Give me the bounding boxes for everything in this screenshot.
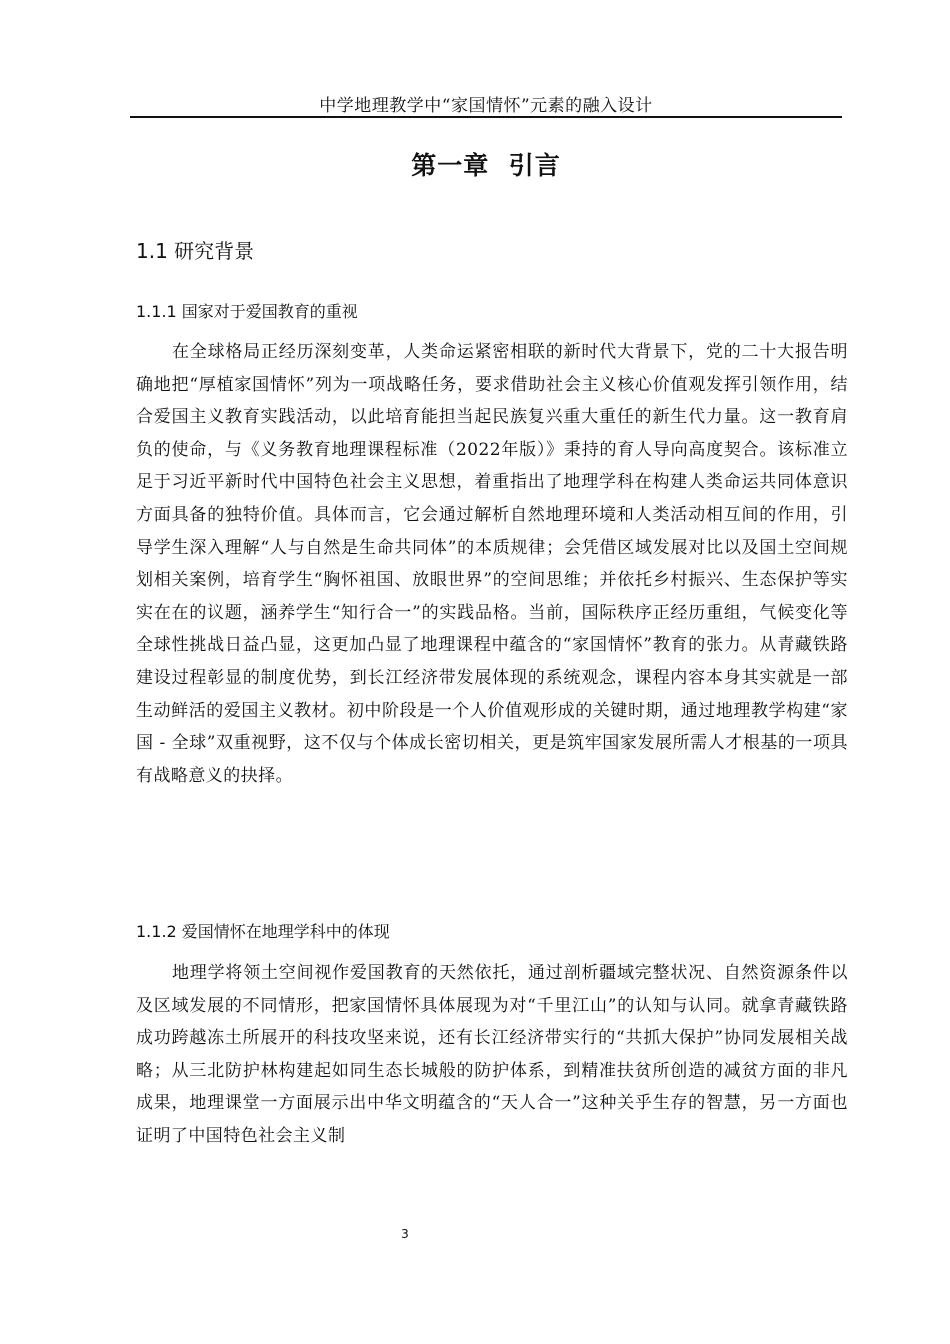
header-rule — [130, 116, 842, 118]
subsection-heading: 1.1.2 爱国情怀在地理学科中的体现 — [136, 922, 390, 941]
page-number: 3 — [401, 1227, 409, 1241]
body-paragraph: 在全球格局正经历深刻变革，人类命运紧密相联的新时代大背景下，党的二十大报告明确地把“厚植家国情怀”列为一项战略任务，要求借助社会主义核心价值观发挥引领作用，结合爱国主义教育实践活动，以此培育能担当起民族复兴重大重任的新生代力量。这一教育肩负的使命，与《义务教育地理课程标准（2022年版）》秉持的育人导向高度契合。该标准立足于习近平新时代中国特色社会主义思想，着重指出了地理学科在构建人类命运共同体意识方面具备的独特价值。具体而言，它会通过解析自然地理环境和人类活动相互间的作用，引导学生深入理解“人与自然是生命共同体”的本质规律；会凭借区域发展对比以及国土空间规划相关案例，培育学生“胸怀祖国、放眼世界”的空间思维；并依托乡村振兴、生态保护等实实在在的议题，涵养学生“知行合一”的实践品格。当前，国际秩序正经历重组，气候变化等全球性挑战日益凸显，这更加凸显了地理课程中蕴含的“家国情怀”教育的张力。从青藏铁路建设过程彰显的制度优势，到长江经济带发展体现的系统观念，课程内容本身其实就是一部生动鲜活的爱国主义教材。初中阶段是一个人价值观形成的关键时期，通过地理教学构建“家国 - 全球”双重视野，这不仅与个体成长密切相关，更是筑牢国家发展所需人才根基的一项具有战略意义的抉择。 — [136, 342, 848, 786]
running-header: 中学地理教学中“家国情怀”元素的融入设计 — [319, 96, 653, 116]
subsection-heading: 1.1.1 国家对于爱国教育的重视 — [136, 302, 358, 321]
body-paragraph: 地理学将领土空间视作爱国教育的天然依托，通过剖析疆域完整状况、自然资源条件以及区域发展的不同情形，把家国情怀具体展现为对“千里江山”的认知与认同。就拿青藏铁路成功跨越冻土所展开的科技攻坚来说，还有长江经济带实行的“共抓大保护”协同发展相关战略；从三北防护林构建起如同生态长城般的防护体系，到精准扶贫所创造的减贫方面的非凡成果，地理课堂一方面展示出中华文明蕴含的“天人合一”这种关乎生存的智慧，另一方面也证明了中国特色社会主义制 — [136, 963, 848, 1146]
section-heading: 1.1 研究背景 — [136, 239, 255, 263]
chapter-title: 第一章 引言 — [411, 151, 561, 180]
